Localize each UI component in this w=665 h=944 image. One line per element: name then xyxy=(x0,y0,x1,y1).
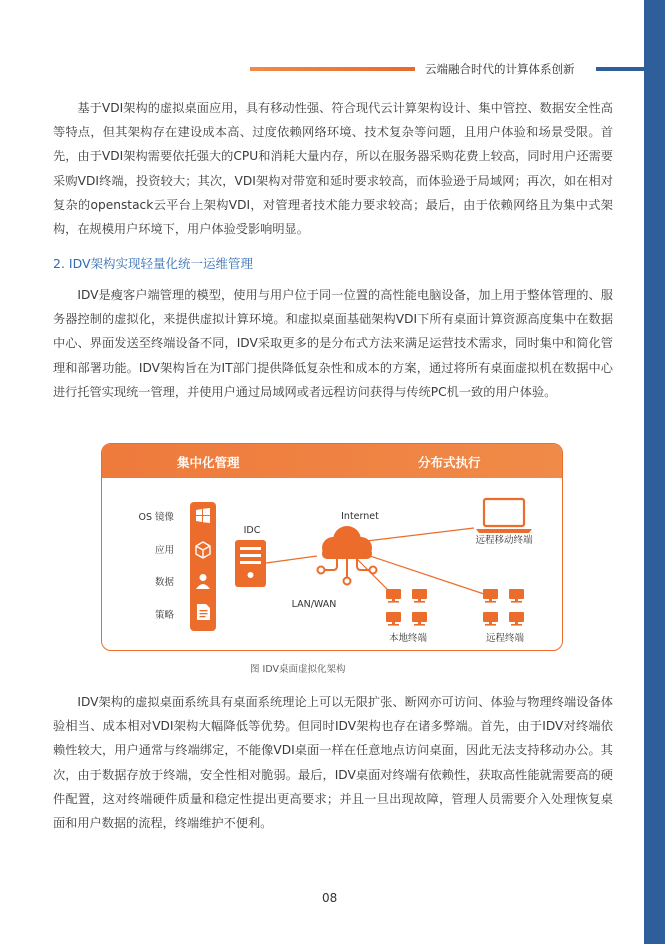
icon-column xyxy=(190,502,216,631)
laptop-icon xyxy=(476,499,532,533)
cloud-icon xyxy=(318,526,377,585)
paragraph-idv-intro: IDV是瘦客户端管理的模型，使用与用户位于同一位置的高性能电脑设备，加上用于整体管理的、服务器控制的虚拟化，来提供虚拟计算环境。和虚拟桌面基础架构VDI下所有桌面计算资源高度集中在数据中心、界面发送至终端设备不同，IDV采取更多的是分布式方法来满足运营技术需求，同时集中和简化管理和部署功能。IDV架构旨在为IT部门提供降低复杂性和成本的方案，通过将所有桌面虚拟机在数据中心进行托管实现统一管理，并使用户通过局域网或者远程访问获得与传统PC机一致的用户体验。 xyxy=(53,288,613,399)
terminal-icon xyxy=(483,589,524,626)
label-local-terminal: 本地终端 xyxy=(388,633,428,644)
idv-architecture-figure xyxy=(101,443,563,651)
terminal-icon xyxy=(386,589,427,626)
label-remote-mobile-terminal: 远程移动终端 xyxy=(475,535,533,546)
label-data: 数据 xyxy=(154,577,174,588)
label-remote-terminal: 远程终端 xyxy=(485,633,525,644)
label-os-image: OS 镜像 xyxy=(138,512,174,523)
server-icon xyxy=(235,540,266,587)
running-header-title: 云端融合时代的计算体系创新 xyxy=(425,62,575,76)
document-icon xyxy=(197,604,210,620)
connection-lines xyxy=(266,528,484,594)
side-accent-bar xyxy=(644,0,665,944)
architecture-diagram xyxy=(102,444,563,651)
label-internet: Internet xyxy=(341,511,379,522)
label-apps: 应用 xyxy=(154,545,174,556)
header-accent-line xyxy=(250,67,415,71)
page-number: 08 xyxy=(322,891,338,905)
label-policy: 策略 xyxy=(154,610,174,621)
figure-caption: 图 IDV桌面虚拟化架构 xyxy=(250,664,346,675)
figure-header-distributed: 分布式执行 xyxy=(418,455,481,470)
label-idc: IDC xyxy=(243,525,261,536)
label-lan-wan: LAN/WAN xyxy=(291,599,337,610)
section-heading-idv: 2. IDV架构实现轻量化统一运维管理 xyxy=(53,256,254,271)
paragraph-idv-pros-cons: IDV架构的虚拟桌面系统具有桌面系统理论上可以无限扩张、断网亦可访问、体验与物理终端设备体验相当、成本相对VDI架构大幅降低等优势。但同时IDV架构也存在诸多弊端。首先，由于IDV对终端依赖性较大，用户通常与终端绑定，不能像VDI桌面一样在任意地点访问桌面，因此无法支持移动办公。其次，由于数据存放于终端，安全性相对脆弱。最后，IDV桌面对终端有依赖性，获取高性能就需要高的硬件配置，这对终端硬件质量和稳定性提出更高要求；并且一旦出现故障，管理人员需要介入处理恢复桌面和用户数据的流程，终端维护不便利。 xyxy=(53,695,613,831)
header-accent-line-blue xyxy=(596,67,644,71)
figure-header-centralized: 集中化管理 xyxy=(177,455,240,470)
paragraph-vdi-drawbacks: 基于VDI架构的虚拟桌面应用，具有移动性强、符合现代云计算架构设计、集中管控、数据安全性高等特点，但其架构存在建设成本高、过度依赖网络环境、技术复杂等问题，且用户体验和场景受限。首先，由于VDI架构需要依托强大的CPU和消耗大量内存，所以在服务器采购花费上较高，同时用户还需要采购VDI终端，投资较大；其次，VDI架构对带宽和延时要求较高，而体验逊于局域网；再次，如在相对复杂的openstack云平台上架构VDI，对管理者技术能力要求较高；最后，由于依赖网络且为集中式架构，在规模用户环境下，用户体验受影响明显。 xyxy=(53,101,613,237)
